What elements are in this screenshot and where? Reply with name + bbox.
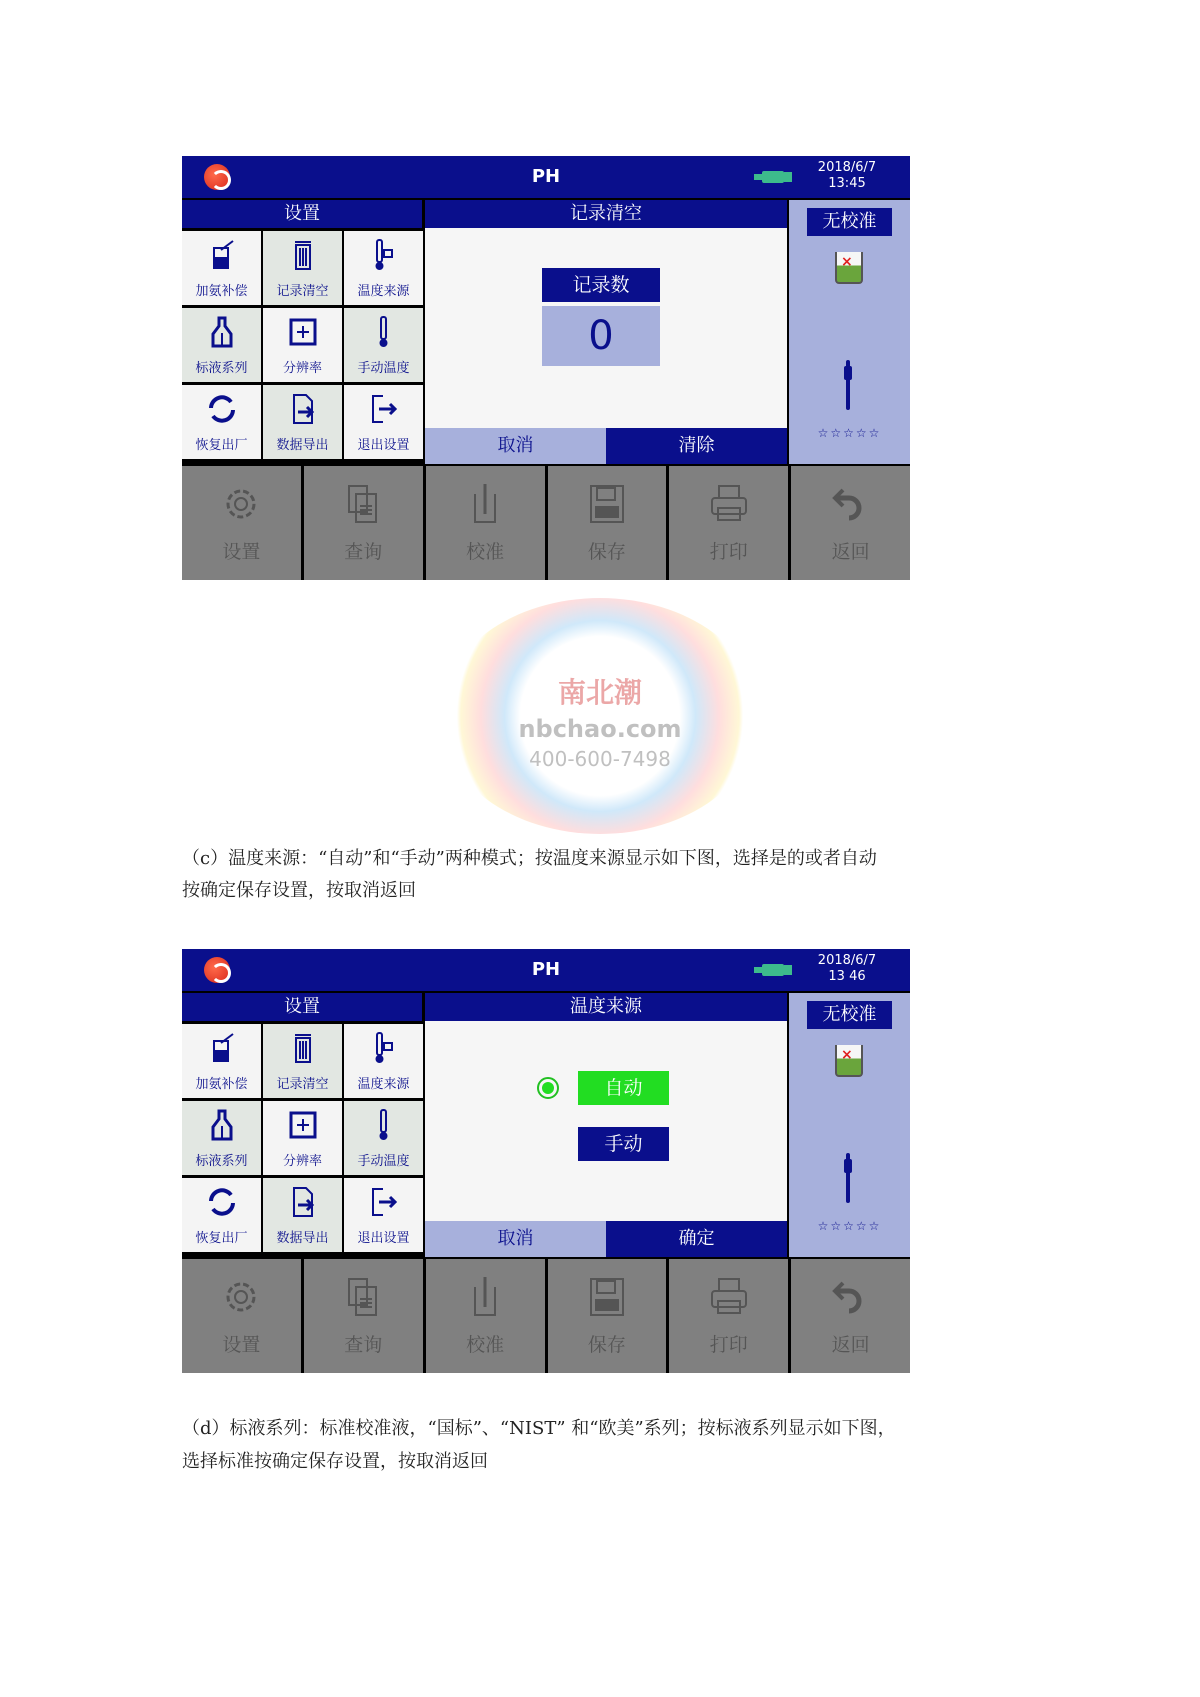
watermark-brand: 南北潮 (557, 676, 642, 709)
calibration-status-badge: 无校准 (807, 208, 892, 236)
record-count-value: 0 (542, 306, 660, 366)
toolbar-button[interactable] (304, 1259, 423, 1373)
document-search-icon (341, 482, 385, 537)
status-panel (789, 993, 910, 1257)
settings-tile-label: 退出设置 (357, 1231, 410, 1246)
settings-tile-label: 数据导出 (276, 438, 329, 453)
toolbar-button-label: 查询 (344, 541, 383, 563)
exit-icon (367, 1185, 401, 1227)
settings-tile-label: 加氨补偿 (195, 1077, 248, 1092)
usb-icon (762, 171, 784, 183)
restore-arrows-icon (205, 1185, 239, 1227)
calibration-status-badge: 无校准 (807, 1001, 892, 1029)
settings-grid (182, 231, 422, 459)
beaker-probe-icon (463, 482, 507, 537)
settings-tile-label: 恢复出厂 (195, 438, 248, 453)
toolbar-button[interactable] (669, 1259, 788, 1373)
gear-icon (219, 1275, 263, 1330)
header-bar (182, 949, 910, 991)
paragraph-c-line2: 按确定保存设置，按取消返回 (182, 880, 416, 901)
settings-tile[interactable] (263, 1178, 342, 1252)
status-panel (789, 200, 910, 464)
resolution-chip-icon (286, 315, 320, 357)
header-title: PH (531, 959, 561, 980)
settings-tile[interactable] (344, 385, 423, 459)
toolbar-button-label: 设置 (222, 541, 261, 563)
toolbar-button[interactable] (304, 466, 423, 580)
toolbar-button[interactable] (669, 466, 788, 580)
settings-tile[interactable] (263, 1101, 342, 1175)
dialog-title: 温度来源 (425, 993, 787, 1021)
electrode-probe-icon (846, 360, 850, 410)
settings-tile[interactable] (182, 1178, 261, 1252)
rating-stars: ☆☆☆☆☆ (817, 426, 882, 440)
settings-tile-label: 温度来源 (357, 1077, 410, 1092)
toolbar-button[interactable] (426, 1259, 545, 1373)
settings-tile-label: 分辨率 (282, 361, 322, 376)
settings-tile[interactable] (344, 308, 423, 382)
gear-icon (219, 482, 263, 537)
selected-radio-indicator[interactable] (537, 1077, 559, 1099)
resolution-chip-icon (286, 1108, 320, 1150)
header-bar (182, 156, 910, 198)
bottom-toolbar (182, 1259, 910, 1373)
toolbar-button-label: 保存 (587, 541, 626, 563)
beaker-status-icon (835, 252, 863, 284)
settings-tile-label: 分辨率 (282, 1154, 322, 1169)
toolbar-button-label: 打印 (709, 1334, 748, 1356)
paragraph-d-line1: （d）标液系列：标准校准液，“国标”、“NIST” 和“欧美”系列；按标液系列显示如下图， (182, 1418, 896, 1439)
watermark-site: nbchao.com (518, 715, 682, 743)
file-export-icon (286, 392, 320, 434)
settings-grid (182, 1024, 422, 1252)
ph-screen-temperature-source (182, 949, 910, 1373)
settings-tile-label: 恢复出厂 (195, 1231, 248, 1246)
bottom-toolbar (182, 466, 910, 580)
dialog-panel (425, 993, 787, 1257)
floppy-save-icon (585, 1275, 629, 1330)
datetime (802, 160, 892, 192)
header-title: PH (531, 166, 561, 187)
toolbar-button[interactable] (182, 1259, 301, 1373)
toolbar-button[interactable] (548, 1259, 667, 1373)
settings-tile[interactable] (182, 385, 261, 459)
settings-panel-title: 设置 (182, 993, 422, 1021)
thermometer-source-icon (367, 238, 401, 280)
option-auto-button[interactable]: 自动 (578, 1071, 669, 1105)
time-text: 13:45 (828, 176, 866, 191)
return-arrow-icon (829, 482, 873, 537)
toolbar-button[interactable] (791, 466, 910, 580)
cancel-button[interactable]: 取消 (425, 1221, 606, 1257)
settings-tile-label: 数据导出 (276, 1231, 329, 1246)
ammonia-beaker-icon (205, 238, 239, 280)
settings-tile-label: 温度来源 (357, 284, 410, 299)
toolbar-button-label: 返回 (831, 1334, 870, 1356)
restore-arrows-icon (205, 392, 239, 434)
trash-icon (286, 238, 320, 280)
cancel-button[interactable]: 取消 (425, 428, 606, 464)
paragraph-c-line1: （c）温度来源：“自动”和“手动”两种模式；按温度来源显示如下图，选择是的或者自动 (182, 848, 877, 869)
thermometer-icon (367, 1108, 401, 1150)
date-text: 2018/6/7 (817, 160, 877, 175)
settings-tile[interactable] (263, 308, 342, 382)
dialog-title: 记录清空 (425, 200, 787, 228)
confirm-button[interactable]: 清除 (606, 428, 787, 464)
settings-tile[interactable] (182, 308, 261, 382)
settings-tile-label: 记录清空 (276, 1077, 329, 1092)
flask-book-icon (205, 1108, 239, 1150)
thermometer-source-icon (367, 1031, 401, 1073)
settings-tile-label: 手动温度 (357, 1154, 410, 1169)
toolbar-button-label: 设置 (222, 1334, 261, 1356)
trash-icon (286, 1031, 320, 1073)
settings-tile-label: 退出设置 (357, 438, 410, 453)
toolbar-button-label: 查询 (344, 1334, 383, 1356)
settings-tile[interactable] (344, 231, 423, 305)
toolbar-button-label: 返回 (831, 541, 870, 563)
toolbar-button[interactable] (548, 466, 667, 580)
option-manual-button[interactable]: 手动 (578, 1127, 669, 1161)
return-arrow-icon (829, 1275, 873, 1330)
confirm-button[interactable]: 确定 (606, 1221, 787, 1257)
electrode-probe-icon (846, 1153, 850, 1203)
settings-tile[interactable] (263, 231, 342, 305)
toolbar-button[interactable] (182, 466, 301, 580)
settings-tile-label: 记录清空 (276, 284, 329, 299)
settings-tile[interactable] (263, 1024, 342, 1098)
settings-tile[interactable] (182, 1024, 261, 1098)
dialog-actions (425, 428, 787, 464)
beaker-status-icon (835, 1045, 863, 1077)
paragraph-d-line2: 选择标准按确定保存设置，按取消返回 (182, 1451, 488, 1472)
watermark-logo (440, 598, 760, 834)
settings-tile-label: 加氨补偿 (195, 284, 248, 299)
settings-tile[interactable] (182, 1101, 261, 1175)
settings-tile[interactable] (344, 1178, 423, 1252)
thermometer-icon (367, 315, 401, 357)
file-export-icon (286, 1185, 320, 1227)
rating-stars: ☆☆☆☆☆ (817, 1219, 882, 1233)
date-text: 2018/6/7 (817, 953, 877, 968)
toolbar-button-label: 打印 (709, 541, 748, 563)
toolbar-button[interactable] (426, 466, 545, 580)
time-text: 13 46 (828, 969, 866, 984)
dialog-actions (425, 1221, 787, 1257)
settings-tile-label: 标液系列 (195, 1154, 248, 1169)
floppy-save-icon (585, 482, 629, 537)
datetime (802, 953, 892, 985)
settings-tile-label: 标液系列 (195, 361, 248, 376)
beaker-probe-icon (463, 1275, 507, 1330)
toolbar-button-label: 校准 (466, 1334, 505, 1356)
flask-book-icon (205, 315, 239, 357)
settings-panel (182, 993, 422, 1257)
usb-icon (762, 964, 784, 976)
dialog-panel (425, 200, 787, 464)
settings-tile[interactable] (344, 1101, 423, 1175)
settings-tile-label: 手动温度 (357, 361, 410, 376)
exit-icon (367, 392, 401, 434)
settings-tile[interactable] (344, 1024, 423, 1098)
printer-icon (707, 482, 751, 537)
ph-screen-record-clear (182, 156, 910, 580)
printer-icon (707, 1275, 751, 1330)
toolbar-button-label: 保存 (587, 1334, 626, 1356)
settings-panel-title: 设置 (182, 200, 422, 228)
settings-tile[interactable] (182, 231, 261, 305)
ammonia-beaker-icon (205, 1031, 239, 1073)
watermark-phone: 400-600-7498 (529, 747, 671, 771)
document-search-icon (341, 1275, 385, 1330)
record-count-label: 记录数 (542, 268, 660, 302)
toolbar-button-label: 校准 (466, 541, 505, 563)
toolbar-button[interactable] (791, 1259, 910, 1373)
settings-panel (182, 200, 422, 464)
settings-tile[interactable] (263, 385, 342, 459)
